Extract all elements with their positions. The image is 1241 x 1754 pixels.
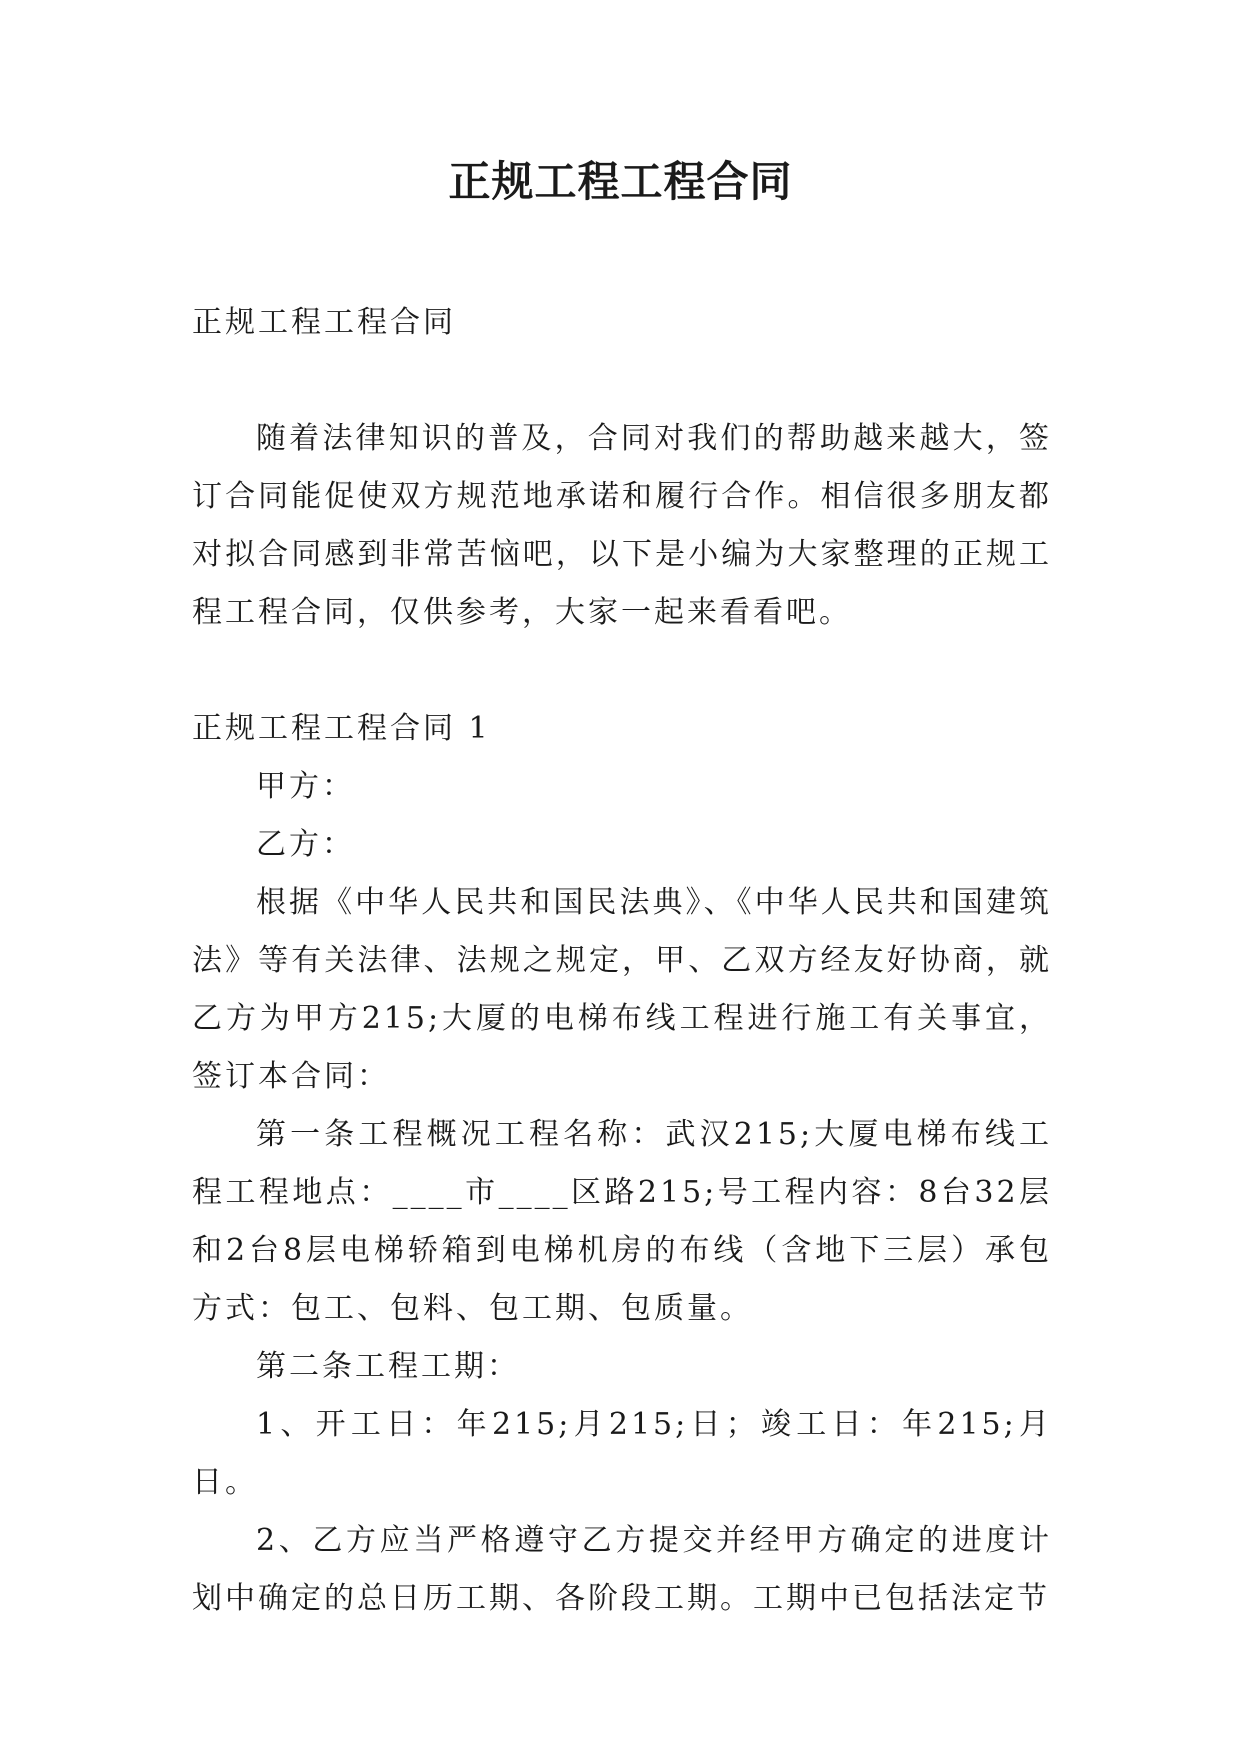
- contract-paragraph: 2、乙方应当严格遵守乙方提交并经甲方确定的进度计划中确定的总日历工期、各阶段工期。工期中已包括法定节: [192, 1523, 1052, 1616]
- document-body: [192, 294, 1052, 1628]
- section-heading: 正规工程工程合同 1: [192, 711, 491, 746]
- contract-paragraph: 第二条工程工期：: [256, 1349, 520, 1384]
- contract-paragraph: 1、开工日：年215;月215;日；竣工日：年215;月日。: [192, 1407, 1052, 1500]
- intro-paragraph: 随着法律知识的普及，合同对我们的帮助越来越大，签订合同能促使双方规范地承诺和履行合作。相信很多朋友都对拟合同感到非常苦恼吧，以下是小编为大家整理的正规工程工程合同，仅供参考，大家一起来看看吧。: [192, 421, 1052, 630]
- spacer: [192, 642, 1052, 700]
- contract-paragraph: 根据《中华人民共和国民法典》、《中华人民共和国建筑法》等有关法律、法规之规定，甲、乙双方经友好协商，就乙方为甲方215;大厦的电梯布线工程进行施工有关事宜，签订本合同：: [192, 885, 1052, 1094]
- contract-paragraph: 第一条工程概况工程名称：武汉215;大厦电梯布线工程工程地点：____市____区路215;号工程内容：8台32层和2台8层电梯轿箱到电梯机房的布线（含地下三层）承包方式：包工、包料、包工期、包质量。: [192, 1117, 1052, 1326]
- party-a-line: 甲方：: [256, 769, 355, 804]
- document-subtitle: 正规工程工程合同: [192, 305, 456, 340]
- document-title: 正规工程工程合同: [448, 157, 793, 206]
- spacer: [192, 352, 1052, 410]
- party-b-line: 乙方：: [256, 827, 355, 862]
